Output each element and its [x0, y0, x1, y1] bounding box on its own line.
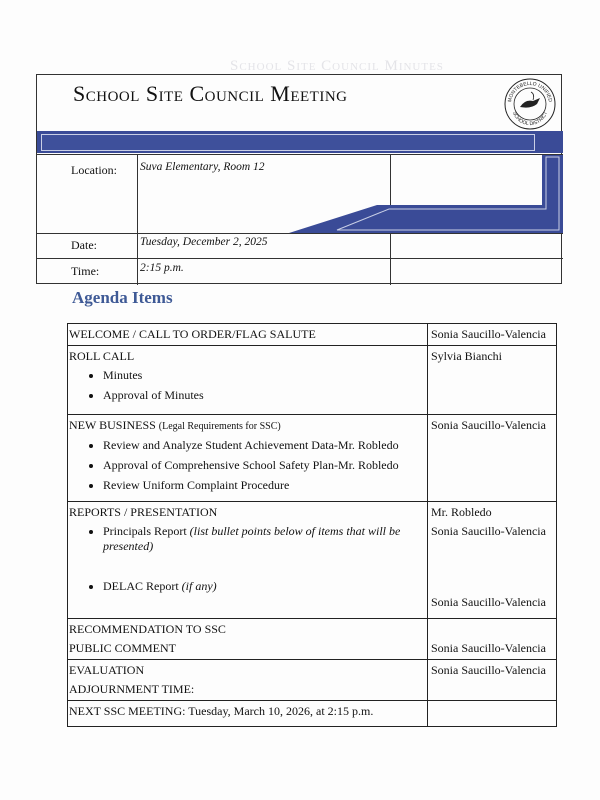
delac-report: DELAC Report [103, 579, 179, 593]
page-title: School Site Council Meeting [73, 81, 348, 106]
presenter-name: Sonia Saucillo-Valencia [431, 641, 546, 655]
presenter-name: Mr. Robledo [431, 505, 492, 519]
svg-text:MONTEBELLO UNIFIED: MONTEBELLO UNIFIED [507, 80, 553, 103]
delac-note: (if any) [181, 579, 217, 593]
recommendation-label: RECOMMENDATION TO SSC [69, 622, 226, 636]
bleed-through-text: School Site Council Minutes [230, 58, 444, 74]
new-business-label: NEW BUSINESS [69, 418, 156, 432]
evaluation-label: EVALUATION [69, 663, 145, 677]
table-row [68, 701, 557, 727]
list-item: • Review and Analyze Student Achievement Data-Mr. Robledo [103, 438, 426, 453]
table-row [68, 660, 557, 701]
roll-call-label: ROLL CALL [69, 349, 135, 363]
agenda-item [68, 660, 428, 701]
reports-label: REPORTS / PRESENTATION [69, 505, 218, 519]
presenter [428, 619, 557, 660]
time-label: Time: [71, 264, 100, 278]
agenda-item: NEXT SSC MEETING: Tuesday, March 10, 2026, at 2:15 p.m. [68, 701, 428, 727]
presenter [428, 701, 557, 727]
location-value: Suva Elementary, Room 12 [140, 161, 265, 173]
presenter-name: Sonia Saucillo-Valencia [431, 595, 546, 609]
list-item: • Approval of Comprehensive School Safety Plan-Mr. Robledo [103, 458, 426, 473]
list-item: • Minutes [103, 368, 426, 383]
adjournment-label: ADJOURNMENT TIME: [69, 682, 195, 696]
presenter: Sonia Saucillo-Valencia [428, 415, 557, 502]
agenda-table [67, 323, 557, 727]
presenter [428, 502, 557, 619]
new-business-note: (Legal Requirements for SSC) [158, 421, 281, 432]
list-item: • Review Uniform Complaint Procedure [103, 478, 426, 493]
presenter: Sylvia Bianchi [428, 346, 557, 415]
svg-text:SCHOOL DISTRICT: SCHOOL DISTRICT [510, 110, 550, 128]
agenda-item: WELCOME / CALL TO ORDER/FLAG SALUTE [68, 324, 428, 346]
public-comment-label: PUBLIC COMMENT [69, 641, 177, 655]
principals-note: (list bullet points below of items that will be presented) [103, 524, 401, 553]
presenter: Sonia Saucillo-Valencia [428, 324, 557, 346]
decorative-wedge [37, 75, 563, 285]
location-label: Location: [71, 163, 117, 177]
date-value: Tuesday, December 2, 2025 [140, 236, 268, 248]
list-item [103, 579, 426, 594]
agenda-heading: Agenda Items [72, 288, 173, 307]
agenda-item [68, 502, 428, 619]
principals-report: Principals Report [103, 524, 187, 538]
presenter-name: Sonia Saucillo-Valencia [431, 524, 546, 538]
list-item: • Approval of Minutes [103, 388, 426, 403]
table-row [68, 415, 557, 502]
agenda-item [68, 619, 428, 660]
agenda-item [68, 346, 428, 415]
agenda-item [68, 415, 428, 502]
table-row [68, 619, 557, 660]
date-label: Date: [71, 238, 97, 252]
table-row [68, 502, 557, 619]
meeting-header [36, 74, 562, 284]
list-item [103, 524, 426, 554]
table-row [68, 324, 557, 346]
table-row [68, 346, 557, 415]
time-value: 2:15 p.m. [140, 262, 184, 274]
presenter: Sonia Saucillo-Valencia [428, 660, 557, 701]
